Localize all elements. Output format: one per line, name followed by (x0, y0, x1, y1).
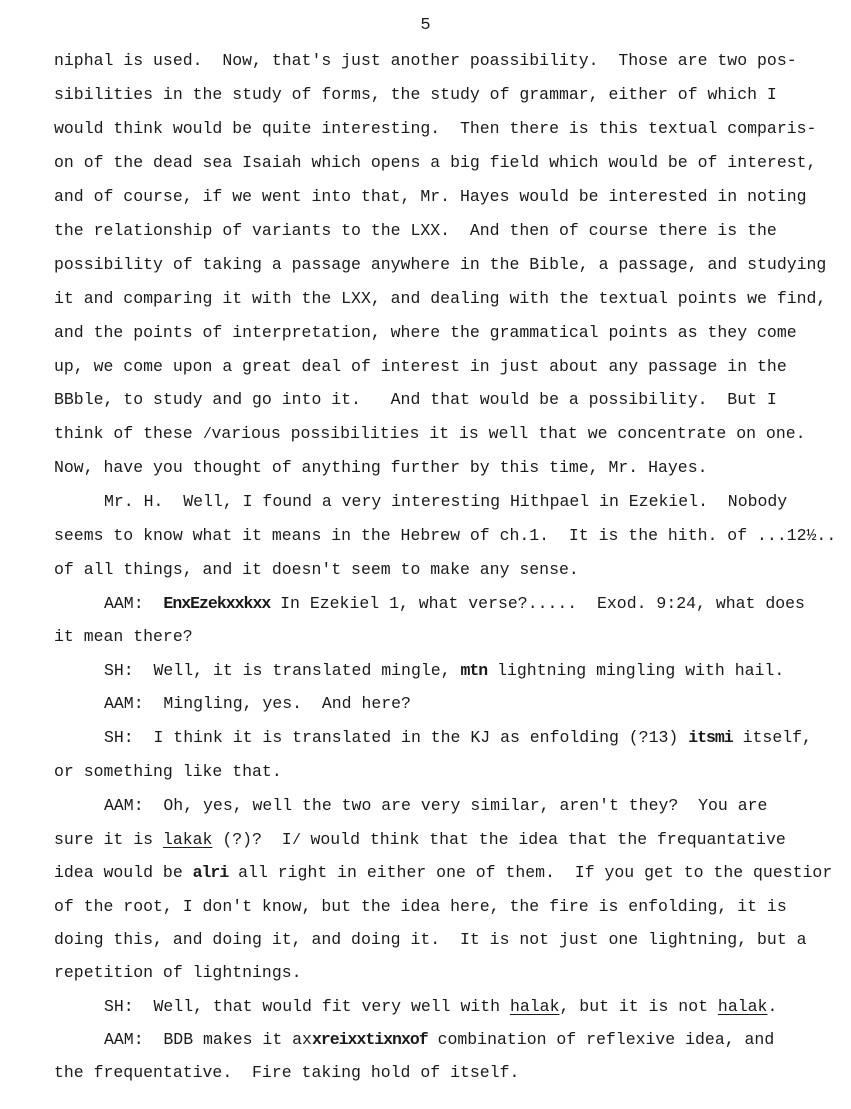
text-segment: and the points of interpretation, where the grammatical points as they come (54, 323, 797, 342)
text-segment: of all things, and it doesn't seem to make any sense. (54, 560, 579, 579)
text-line (0, 897, 851, 917)
text-line (0, 153, 851, 173)
text-line (0, 997, 851, 1017)
text-line (0, 289, 851, 309)
text-segment: the relationship of variants to the LXX. And then of course there is the (54, 221, 777, 240)
text-line (0, 424, 851, 444)
text-segment: it and comparing it with the LXX, and dealing with the textual points we find, (54, 289, 827, 308)
text-line (0, 51, 851, 71)
text-segment: sibilities in the study of forms, the study of grammar, either of which I (54, 85, 777, 104)
text-segment: various possibilities it is well that we concentrate on one. (211, 424, 806, 443)
struck-text: alri (192, 863, 229, 882)
text-line (0, 930, 851, 950)
text-segment: the frequentative. Fire taking hold of itself. (54, 1063, 520, 1082)
struck-text: ⁄ (291, 830, 301, 849)
text-segment: AAM: Mingling, yes. And here? (104, 694, 411, 713)
text-line (0, 796, 851, 816)
text-segment: SH: Well, it is translated mingle, (104, 661, 461, 680)
text-line (0, 661, 851, 681)
text-line (0, 694, 851, 714)
text-line (0, 728, 851, 748)
text-segment: on of the dead sea Isaiah which opens a big field which would be of interest, (54, 153, 817, 172)
text-line (0, 963, 851, 983)
text-segment: possibility of taking a passage anywhere in the Bible, a passage, and studying (54, 255, 827, 274)
text-segment: . (767, 997, 778, 1016)
text-segment: Mr. H. Well, I found a very interesting Hithpael in Ezekiel. Nobody (104, 492, 788, 511)
text-segment: up, we come upon a great deal of interest in just about any passage in the (54, 357, 787, 376)
text-segment: SH: I think it is translated in the KJ as enfolding (?13) (104, 728, 689, 747)
text-segment: In Ezekiel 1, what verse?..... Exod. 9:24, what does (270, 594, 805, 613)
text-line (0, 627, 851, 647)
underlined-text: halak (509, 997, 560, 1016)
text-line (0, 594, 851, 614)
text-segment: doing this, and doing it, and doing it. It is not just one lightning, but a (54, 930, 807, 949)
text-segment: all right in either one of them. If you get to the questior (228, 863, 833, 882)
text-line (0, 458, 851, 478)
text-line (0, 1030, 851, 1050)
text-segment: and of course, if we went into that, Mr. Hayes would be interested in noting (54, 187, 807, 206)
struck-text: xreixxtixnxof (311, 1030, 428, 1049)
text-segment: AAM: (104, 594, 164, 613)
text-line (0, 762, 851, 782)
text-segment: sure it is (54, 830, 163, 849)
text-segment: (?)? I (212, 830, 292, 849)
page-number: 5 (420, 16, 431, 35)
text-segment: combination of reflexive idea, and (427, 1030, 775, 1049)
text-line (0, 187, 851, 207)
text-segment: SH: Well, that would fit very well with (104, 997, 510, 1016)
underlined-text: lakak (162, 830, 213, 849)
text-line (0, 221, 851, 241)
text-line (0, 863, 851, 883)
text-segment: , but it is not (559, 997, 718, 1016)
text-line (0, 390, 851, 410)
text-segment: itself, (732, 728, 812, 747)
text-segment: idea would be (54, 863, 193, 882)
text-segment: lightning mingling with hail. (487, 661, 785, 680)
struck-text: EnxEzekxxkxx (163, 594, 271, 613)
underlined-text: halak (717, 997, 768, 1016)
text-line (0, 255, 851, 275)
text-segment: think of these (54, 424, 203, 443)
text-segment: it mean there? (54, 627, 193, 646)
struck-text: ⁄ (202, 424, 212, 443)
text-segment: repetition of lightnings. (54, 963, 302, 982)
text-line (0, 357, 851, 377)
text-line (0, 526, 851, 546)
text-line (0, 830, 851, 850)
text-segment: would think that the idea that the frequantative (300, 830, 786, 849)
struck-text: mtn (460, 661, 488, 680)
text-segment: or something like that. (54, 762, 282, 781)
text-line (0, 1063, 851, 1083)
text-segment: niphal is used. Now, that's just another poassibility. Those are two pos- (54, 51, 797, 70)
text-line (0, 560, 851, 580)
text-line (0, 323, 851, 343)
text-segment: AAM: BDB makes it ax (104, 1030, 312, 1049)
text-line (0, 492, 851, 512)
text-segment: seems to know what it means in the Hebrew of ch.1. It is the hith. of ...12½.. (54, 526, 837, 545)
struck-text: itsmi (688, 728, 733, 747)
text-segment: Now, have you thought of anything further by this time, Mr. Hayes. (54, 458, 708, 477)
text-line (0, 85, 851, 105)
text-segment: would think would be quite interesting. Then there is this textual comparis- (54, 119, 817, 138)
text-line (0, 119, 851, 139)
text-segment: AAM: Oh, yes, well the two are very similar, aren't they? You are (104, 796, 768, 815)
text-segment: BBble, to study and go into it. And that would be a possibility. But I (54, 390, 777, 409)
text-segment: of the root, I don't know, but the idea here, the fire is enfolding, it is (54, 897, 787, 916)
